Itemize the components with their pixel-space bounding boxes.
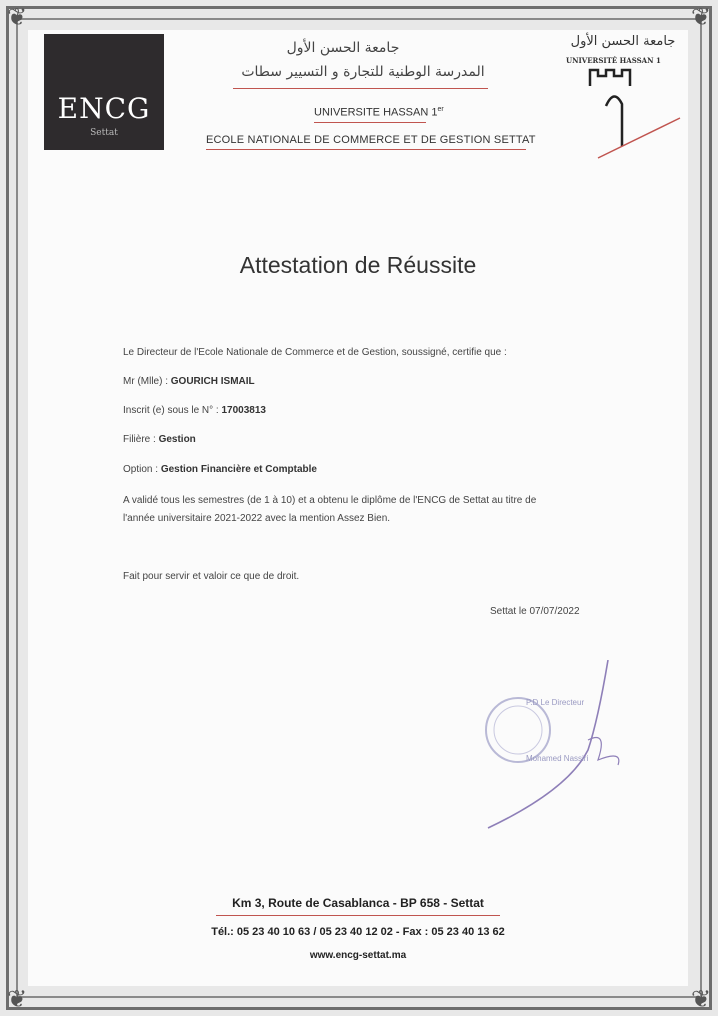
filiere-value: Gestion <box>158 434 196 445</box>
corner-ornament-icon: ❦ <box>690 985 712 1013</box>
university-tower-icon <box>584 66 684 161</box>
corner-ornament-icon: ❦ <box>690 3 712 31</box>
filiere-line <box>123 434 196 445</box>
footer-phones: Tél.: 05 23 40 10 63 / 05 23 40 12 02 - Fax : 05 23 40 13 62 <box>211 926 505 938</box>
footer-address: Km 3, Route de Casablanca - BP 658 - Settat <box>232 896 484 910</box>
name-line <box>123 376 255 387</box>
right-logo-arabic: جامعة الحسن الأول <box>570 34 676 49</box>
option-line <box>123 464 317 475</box>
name-label: Mr (Mlle) : <box>123 376 171 387</box>
stamp-line2: Mohamed Nassiri <box>526 754 589 763</box>
encg-logo <box>44 34 164 150</box>
validation-text-line1: A validé tous les semestres (de 1 à 10) et a obtenu le diplôme de l'ENCG de Settat au titre de <box>123 495 537 506</box>
corner-ornament-icon: ❦ <box>6 3 28 31</box>
option-value: Gestion Financière et Comptable <box>160 464 317 475</box>
validation-text-line2: l'année universitaire 2021-2022 avec la mention Assez Bien. <box>123 513 391 524</box>
school-name: ECOLE NATIONALE DE COMMERCE ET DE GESTION SETTAT <box>206 134 536 146</box>
right-logo-french: UNIVERSITÉ HASSAN 1 <box>566 56 661 65</box>
closing-statement: Fait pour servir et valoir ce que de droit. <box>123 571 300 582</box>
header-divider <box>233 88 488 89</box>
inscription-label: Inscrit (e) sous le N° : <box>123 405 222 416</box>
footer-underline <box>216 915 500 916</box>
logo-city: Settat <box>90 128 118 138</box>
filiere-label: Filière : <box>123 434 159 445</box>
inscription-line <box>123 405 266 416</box>
official-stamp-signature <box>448 660 648 840</box>
university-underline <box>314 122 426 123</box>
name-value: GOURICH ISMAIL <box>170 376 255 387</box>
footer-website: www.encg-settat.ma <box>309 950 407 961</box>
university-name: UNIVERSITE HASSAN 1er <box>314 106 444 119</box>
arabic-university-name: جامعة الحسن الأول <box>286 40 400 56</box>
school-underline <box>206 149 526 150</box>
issue-date: Settat le 07/07/2022 <box>490 606 580 617</box>
arabic-school-name: المدرسة الوطنية للتجارة و التسيير سطات <box>241 64 485 80</box>
stamp-line1: P.D Le Directeur <box>526 698 585 707</box>
certificate-page <box>28 30 688 986</box>
inscription-number: 17003813 <box>221 405 266 416</box>
intro-text: Le Directeur de l'Ecole Nationale de Commerce et de Gestion, soussigné, certifie que : <box>123 347 507 358</box>
option-label: Option : <box>123 464 161 475</box>
corner-ornament-icon: ❦ <box>6 985 28 1013</box>
document-title: Attestation de Réussite <box>239 252 477 278</box>
logo-name: ENCG <box>57 92 151 125</box>
